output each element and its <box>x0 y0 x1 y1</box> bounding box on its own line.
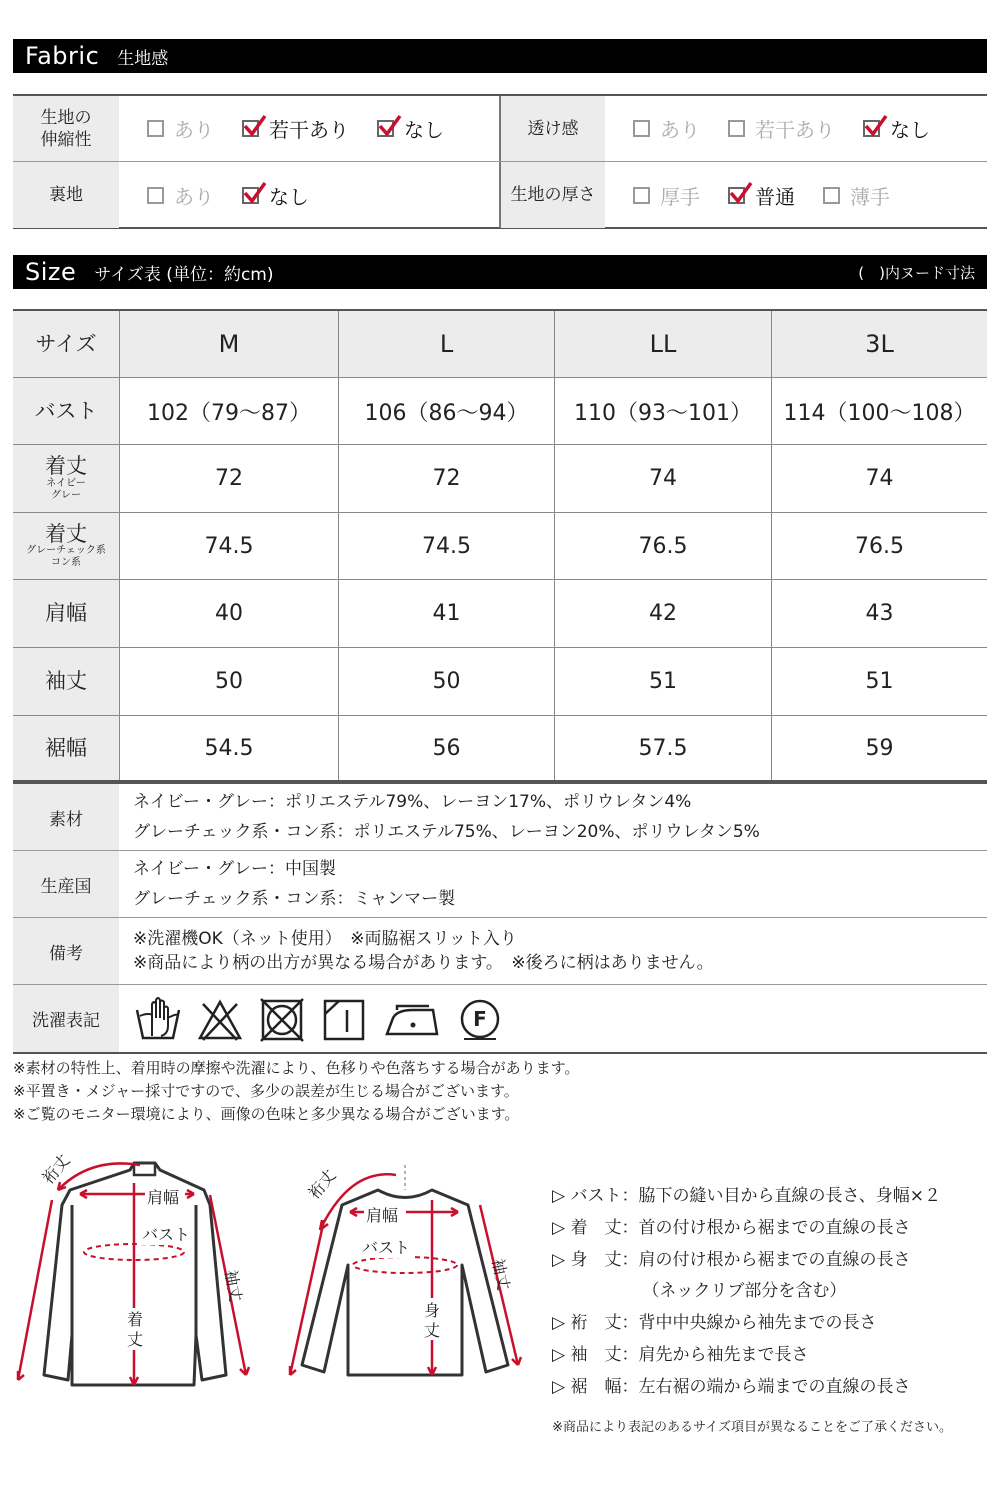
origin-line: ネイビー・グレー：中国製 <box>133 859 336 879</box>
note-line: ※ご覧のモニター環境により、画像の色味と多少異なる場合がございます。 <box>13 1105 520 1123</box>
size-cell: 102（79～87） <box>119 378 338 444</box>
legend-item: ▷ 裄 丈：背中中央線から袖先までの長さ <box>552 1313 877 1334</box>
option-checked: なし <box>377 114 444 143</box>
material-line: グレーチェック系・コン系：ポリエステル75%、レーヨン20%、ポリウレタン5% <box>133 822 760 842</box>
legend-item: ▷ 裾 幅：左右裾の端から端までの直線の長さ <box>552 1376 911 1397</box>
no-bleach-icon <box>197 996 243 1042</box>
origin-label: 生産国 <box>13 851 119 917</box>
size-cell: 40 <box>119 580 338 647</box>
size-cell: 50 <box>338 648 554 715</box>
sweater-length-label-1: 身 <box>423 1301 441 1320</box>
row-label: バスト <box>34 398 98 423</box>
size-cell: 43 <box>771 580 987 647</box>
option-checked: 普通 <box>728 181 795 210</box>
fabric-row <box>13 96 987 162</box>
option-unchecked: 厚手 <box>633 181 700 210</box>
row-label: 裾幅 <box>45 735 87 760</box>
size-cell: 51 <box>771 648 987 715</box>
size-cell: 50 <box>119 648 338 715</box>
material-line: ネイビー・グレー：ポリエステル79%、レーヨン17%、ポリウレタン4% <box>133 792 692 812</box>
measurement-legend <box>552 1181 941 1404</box>
sweater-sleeve-label: 袖丈 <box>488 1256 514 1293</box>
disclaimer-notes <box>13 1057 579 1126</box>
size-col-header: L <box>338 311 554 377</box>
row-label: 着丈 <box>45 521 87 546</box>
jacket-shoulder-label: 肩幅 <box>147 1188 180 1207</box>
line-dry-icon <box>321 996 367 1042</box>
product-info-table <box>13 782 987 1054</box>
size-cell: 51 <box>554 648 771 715</box>
size-cell: 41 <box>338 580 554 647</box>
dry-clean-f-icon <box>457 996 503 1042</box>
thickness-label: 生地の厚さ <box>501 162 605 228</box>
option-unchecked: あり <box>633 114 700 143</box>
size-cell: 57.5 <box>554 716 771 780</box>
size-section-header <box>13 255 987 289</box>
remarks-row <box>13 918 987 985</box>
size-cell: 54.5 <box>119 716 338 780</box>
sheerness-label: 透け感 <box>501 96 605 161</box>
sweater-bust-label: バスト <box>362 1238 411 1257</box>
care-icons <box>119 985 987 1052</box>
sweater-shoulder-label: 肩幅 <box>366 1206 399 1225</box>
size-header-row <box>13 311 987 378</box>
row-sublabel: コン系 <box>51 557 81 569</box>
material-row <box>13 784 987 851</box>
size-title-ja: サイズ表 (単位：約cm) <box>94 264 274 285</box>
size-cell: 74 <box>771 445 987 512</box>
hand-wash-icon <box>135 996 181 1042</box>
size-cell: 76.5 <box>554 513 771 579</box>
sweater-yuki-label: 裄丈 <box>304 1165 340 1203</box>
fabric-title-en: Fabric <box>25 42 100 70</box>
legend-item: （ネックリブ部分を含む） <box>552 1281 847 1302</box>
fabric-table <box>13 94 987 229</box>
size-row-length-b <box>13 513 987 580</box>
fabric-section-header <box>13 39 987 73</box>
option-checked: なし <box>242 181 309 210</box>
size-cell: 74.5 <box>119 513 338 579</box>
origin-row <box>13 851 987 918</box>
material-label: 素材 <box>13 784 119 850</box>
size-cell: 114（100～108） <box>771 378 987 444</box>
size-cell: 106（86～94） <box>338 378 554 444</box>
size-col-header: 3L <box>771 311 987 377</box>
remarks-line: ※洗濯機OK（ネット使用） ※両脇裾スリット入り <box>133 929 517 949</box>
remarks-line: ※商品により柄の出方が異なる場合があります。 ※後ろに柄はありません。 <box>133 953 714 973</box>
svg-text:F: F <box>473 1006 487 1031</box>
size-table <box>13 309 987 782</box>
size-col-header: M <box>119 311 338 377</box>
check-icon <box>377 114 403 140</box>
no-tumble-dry-icon <box>259 996 305 1042</box>
fabric-row <box>13 162 987 228</box>
row-sublabel: グレーチェック系 <box>26 545 106 557</box>
origin-line: グレーチェック系・コン系：ミャンマー製 <box>133 889 456 909</box>
option-unchecked: 若干あり <box>728 114 835 143</box>
size-header-label: サイズ <box>13 311 119 377</box>
stretch-options <box>119 96 499 161</box>
stretch-label: 生地の 伸縮性 <box>13 96 119 161</box>
thickness-options <box>605 162 987 228</box>
option-unchecked: あり <box>147 181 214 210</box>
nude-size-note: ( )内ヌード寸法 <box>858 263 975 282</box>
row-sublabel: グレー <box>51 489 81 501</box>
size-row-sleeve <box>13 648 987 716</box>
remarks-label: 備考 <box>13 918 119 984</box>
size-row-bust <box>13 378 987 445</box>
legend-item: ▷ 袖 丈：肩先から袖先まで長さ <box>552 1344 809 1365</box>
note-line: ※平置き・メジャー採寸ですので、多少の誤差が生じる場合がございます。 <box>13 1082 519 1100</box>
option-checked: なし <box>863 114 930 143</box>
sweater-length-label-2: 丈 <box>423 1321 441 1340</box>
size-cell: 72 <box>338 445 554 512</box>
option-checked: 若干あり <box>242 114 349 143</box>
option-unchecked: あり <box>147 114 214 143</box>
lining-label: 裏地 <box>13 162 119 228</box>
size-cell: 56 <box>338 716 554 780</box>
size-col-header: LL <box>554 311 771 377</box>
check-icon <box>242 114 268 140</box>
jacket-length-label-2: 丈 <box>126 1330 144 1349</box>
care-row <box>13 985 987 1052</box>
size-cell: 74.5 <box>338 513 554 579</box>
check-icon <box>728 181 754 207</box>
row-sublabel: ネイビー <box>46 477 86 489</box>
check-icon <box>863 114 889 140</box>
size-cell: 74 <box>554 445 771 512</box>
row-label: 着丈 <box>45 454 87 479</box>
sheerness-options <box>605 96 987 161</box>
jacket-length-label-1: 着 <box>126 1310 144 1329</box>
legend-item: ▷ 着 丈：首の付け根から裾までの直線の長さ <box>552 1217 911 1238</box>
size-cell: 42 <box>554 580 771 647</box>
care-label: 洗濯表記 <box>13 985 119 1052</box>
jacket-diagram <box>10 1145 270 1405</box>
check-icon <box>242 181 268 207</box>
row-label: 袖丈 <box>45 669 87 694</box>
low-iron-icon <box>383 996 441 1042</box>
row-label: 肩幅 <box>45 601 87 626</box>
jacket-sleeve-label: 袖丈 <box>221 1268 246 1304</box>
option-unchecked: 薄手 <box>823 181 890 210</box>
size-row-length-a <box>13 445 987 513</box>
jacket-yuki-label: 裄丈 <box>38 1150 74 1188</box>
size-row-hem <box>13 716 987 780</box>
size-cell: 110（93～101） <box>554 378 771 444</box>
legend-item: ▷ 身 丈：肩の付け根から裾までの直線の長さ <box>552 1249 911 1270</box>
note-line: ※素材の特性上、着用時の摩擦や洗濯により、色移りや色落ちする場合があります。 <box>13 1059 580 1077</box>
legend-item: ▷ バスト：脇下の縫い目から直線の長さ、身幅×２ <box>552 1186 942 1206</box>
sweater-diagram <box>280 1160 540 1390</box>
size-cell: 59 <box>771 716 987 780</box>
size-row-shoulder <box>13 580 987 648</box>
size-cell: 76.5 <box>771 513 987 579</box>
jacket-bust-label: バスト <box>142 1225 191 1244</box>
footnote: ※商品により表記のあるサイズ項目が異なることをご了承ください。 <box>552 1420 952 1435</box>
fabric-title-ja: 生地感 <box>117 48 169 69</box>
size-title-en: Size <box>25 258 77 286</box>
size-cell: 72 <box>119 445 338 512</box>
lining-options <box>119 162 499 228</box>
